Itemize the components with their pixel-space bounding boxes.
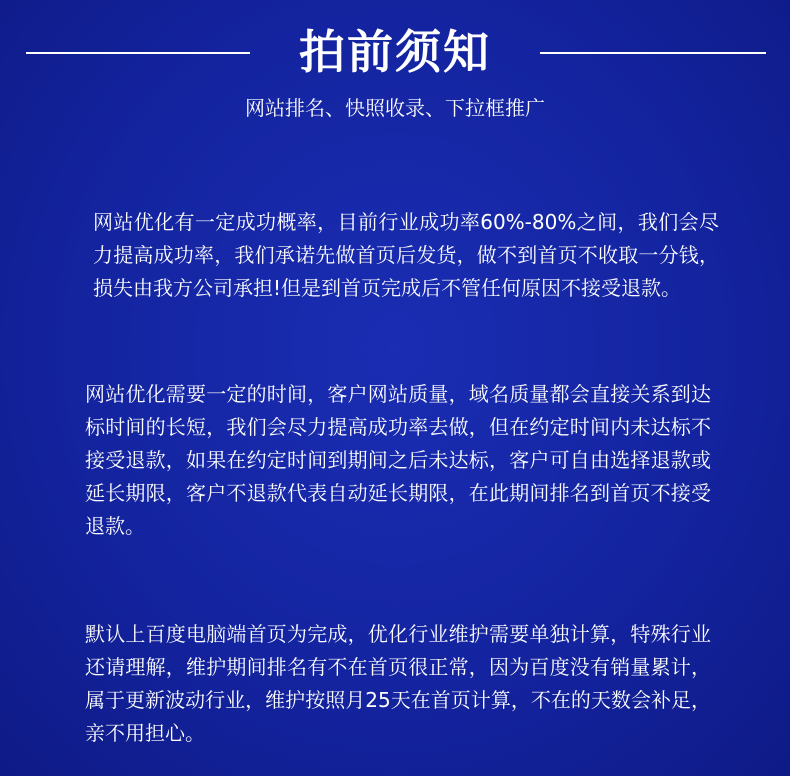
title-divider-left [26,52,250,54]
title-row [0,8,790,78]
notice-paragraph-1: 网站优化有一定成功概率，目前行业成功率60%-80%之间，我们会尽力提高成功率，我们承诺先做首页后发货，做不到首页不收取一分钱，损失由我方公司承担!但是到首页完成后不管任何原因不接受退款。 [93,210,719,300]
title-divider-right [540,52,766,54]
page-subtitle: 网站排名、快照收录、下拉框推广 [245,96,545,120]
notice-paragraph-2: 网站优化需要一定的时间，客户网站质量，域名质量都会直接关系到达标时间的长短，我们会尽力提高成功率去做，但在约定时间内未达标不接受退款，如果在约定时间到期间之后未达标，客户可自由选择退款或延长期限，客户不退款代表自动延长期限，在此期间排名到首页不接受退款。 [85,382,711,538]
page-title: 拍前须知 [299,25,491,79]
notice-paragraph-3: 默认上百度电脑端首页为完成，优化行业维护需要单独计算，特殊行业还请理解，维护期间排名有不在首页很正常，因为百度没有销量累计，属于更新波动行业，维护按照月25天在首页计算，不在的天数会补足，亲不用担心。 [85,622,711,745]
